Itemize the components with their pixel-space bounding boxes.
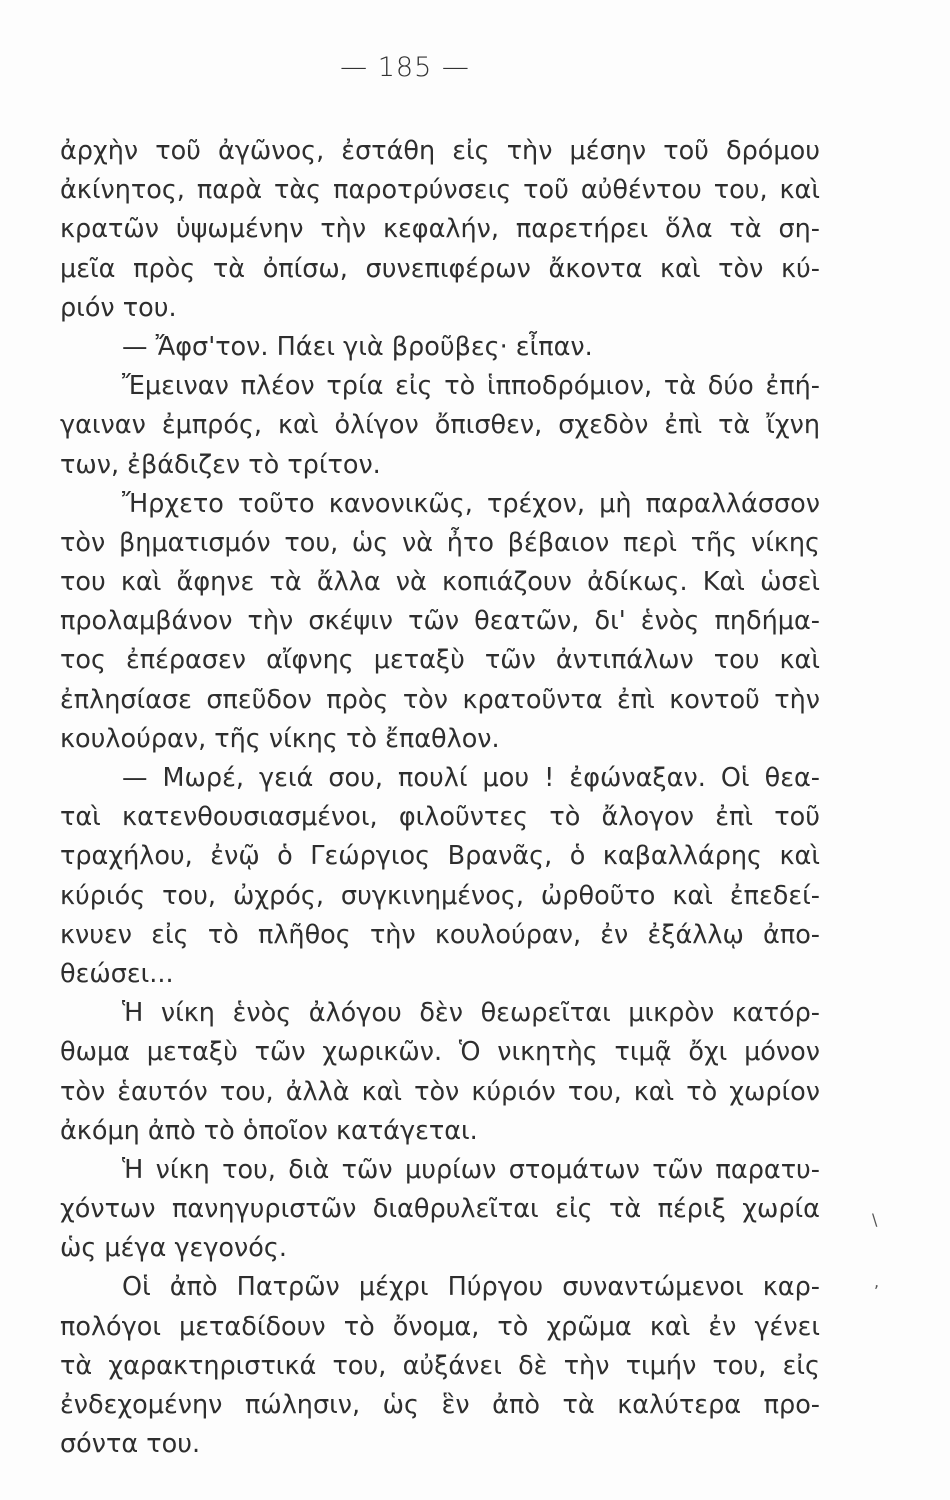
text-line: κρατῶν ὑψωμένην τὴν κεφαλήν, παρετήρει ὅλα τὰ ση- [60,214,820,245]
text-line: θωμα μεταξὺ τῶν χωρικῶν. Ὁ νικητὴς τιμᾷ ὄχι μόνον [60,1037,820,1068]
text-line: Οἱ ἀπὸ Πατρῶν μέχρι Πύργου συναντώμενοι καρ- [122,1272,820,1303]
text-line: ὡς μέγα γεγονός. [60,1233,287,1264]
text-line: του καὶ ἄφηνε τὰ ἄλλα νὰ κοπιάζουν ἀδίκως. Καὶ ὡσεὶ [60,567,820,598]
text-line: Ἡ νίκη του, διὰ τῶν μυρίων στομάτων τῶν παρατυ- [122,1154,820,1185]
margin-mark: \ [872,1210,878,1229]
text-line: ἀκίνητος, παρὰ τὰς παροτρύνσεις τοῦ αὐθέντου του, καὶ [60,175,820,206]
text-line: Ἔμειναν πλέον τρία εἰς τὸ ἱπποδρόμιον, τὰ δύο ἐπή- [122,371,820,402]
text-line: μεῖα πρὸς τὰ ὀπίσω, συνεπιφέρων ἄκοντα καὶ τὸν κύ- [60,253,820,284]
text-line: ριόν του. [60,292,177,323]
text-line: γαιναν ἐμπρός, καὶ ὀλίγον ὄπισθεν, σχεδὸν ἐπὶ τὰ ἴχνη [60,410,820,441]
text-line: κουλούραν, τῆς νίκης τὸ ἔπαθλον. [60,723,500,754]
page-number: — 185 — [340,52,470,83]
text-line: τραχήλου, ἐνῷ ὁ Γεώργιος Βρανᾶς, ὁ καβαλλάρης καὶ [60,841,820,872]
text-line: κύριός του, ὠχρός, συγκινημένος, ὠρθοῦτο καὶ ἐπεδεί- [60,880,820,911]
body-text [60,132,820,1464]
text-line: τὸν βηματισμόν του, ὡς νὰ ἦτο βέβαιον περὶ τῆς νίκης [60,527,820,558]
text-line: ἐπλησίασε σπεῦδον πρὸς τὸν κρατοῦντα ἐπὶ κοντοῦ τὴν [60,684,820,715]
text-line: ἀρχὴν τοῦ ἀγῶνος, ἐστάθη εἰς τὴν μέσην τοῦ δρόμου [60,136,820,166]
text-line: ἀκόμη ἀπὸ τὸ ὁποῖον κατάγεται. [60,1115,478,1146]
text-line: Ἡ νίκη ἑνὸς ἀλόγου δὲν θεωρεῖται μικρὸν κατόρ- [122,998,820,1029]
text-line: τος ἐπέρασεν αἴφνης μεταξὺ τῶν ἀντιπάλων του καὶ [60,645,820,676]
text-line: θεώσει... [60,958,174,989]
text-line: προλαμβάνον τὴν σκέψιν τῶν θεατῶν, δι' ἑνὸς πηδήμα- [60,606,820,637]
margin-mark: , [874,1272,880,1291]
text-line: σόντα του. [60,1429,201,1460]
text-line: — Μωρέ, γειά σου, πουλί μου ! ἐφώναξαν. Οἱ θεα- [122,763,820,793]
text-line: χόντων πανηγυριστῶν διαθρυλεῖται εἰς τὰ πέριξ χωρία [60,1194,820,1225]
text-line: — Ἄφσ'τον. Πάει γιὰ βροῦβες· εἶπαν. [122,331,593,362]
text-line: ταὶ κατενθουσιασμένοι, φιλοῦντες τὸ ἄλογον ἐπὶ τοῦ [60,802,820,833]
text-line: πολόγοι μεταδίδουν τὸ ὄνομα, τὸ χρῶμα καὶ ἐν γένει [60,1311,820,1342]
text-line: κνυεν εἰς τὸ πλῆθος τὴν κουλούραν, ἐν ἐξάλλῳ ἀπο- [60,919,820,950]
text-line: τὰ χαρακτηριστικά του, αὐξάνει δὲ τὴν τιμήν του, εἰς [60,1350,820,1381]
text-line: Ἤρχετο τοῦτο κανονικῶς, τρέχον, μὴ παραλλάσσον [122,488,820,519]
text-line: των, ἐβάδιζεν τὸ τρίτον. [60,449,381,480]
text-line: ἐνδεχομένην πώλησιν, ὡς ἓν ἀπὸ τὰ καλύτερα προ- [60,1390,820,1420]
text-line: τὸν ἑαυτόν του, ἀλλὰ καὶ τὸν κύριόν του, καὶ τὸ χωρίον [60,1076,820,1107]
